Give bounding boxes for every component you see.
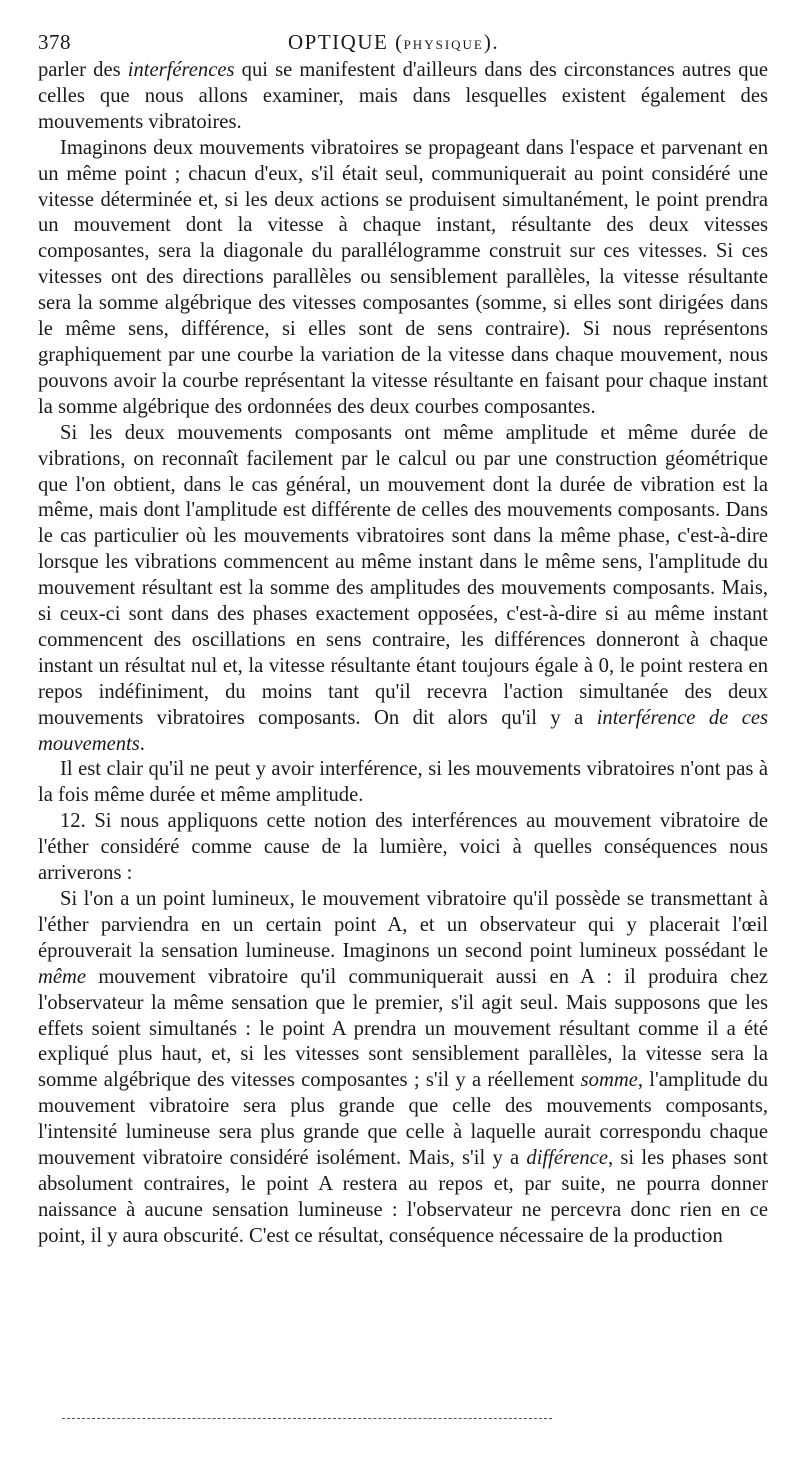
text-run: Si les deux mouvements composants ont même amplitude et même durée de vibrations, on reconnaît facilement par le calcul ou par une construction géométrique que l'on obtient, dans le cas général, un mouvement dont la durée de vibration est la même, mais dont l'amplitude est différente de celles des mouvements composants. Dans le cas particulier où les mouvements vibratoires sont dans la même phase, c'est-à-dire lorsque les vibrations commencent au même instant dans le même sens, l'amplitude du mouvement résultant est la somme des amplitudes des mouvements composants. Mais, si ceux-ci sont dans des phases exactement opposées, c'est-à-dire si au même instant commencent des oscillations en sens contraire, les différences donneront à chaque instant un résultat nul et, la vitesse résultante étant toujours égale à 0, le point restera en repos indéfiniment, du moins tant qu'il recevra l'action simultanée des deux mouvements vibratoires composants. On dit alors qu'il y a [38, 421, 768, 729]
paragraph-1 [38, 58, 768, 136]
paragraph-6 [38, 887, 768, 1250]
italic-term: même [38, 965, 87, 988]
text-run: Si l'on a un point lumineux, le mouvement vibratoire qu'il possède se transmettant à l'éther parviendra en un certain point A, et un observateur qui y placerait l'œil éprouverait la sensation lumineuse. Imaginons un second point lumineux possédant le [38, 888, 768, 962]
page-header [38, 22, 768, 56]
italic-term: différence [526, 1147, 608, 1170]
text-run: parler des [38, 59, 128, 81]
running-head-main: OPTIQUE ( [288, 30, 404, 54]
body-text [38, 58, 768, 1250]
page-number: 378 [38, 30, 71, 54]
book-page [38, 22, 768, 1250]
running-head-end: ). [483, 30, 500, 54]
footer-dashed-rule [62, 1418, 552, 1419]
paragraph-5: 12. Si nous appliquons cette notion des interférences au mouvement vibratoire de l'éther considéré comme cause de la lumière, voici à quelles conséquences nous arriverons : [38, 810, 768, 885]
text-run: mouvement vibratoire qu'il communiquerait aussi en A : il produira chez l'observateur la même sensation que le premier, s'il agit seul. Mais supposons que les effets soient simultanés : le point A prendra un mouvement résultant comme il a été expliqué plus haut, et, si les vitesses sont sensiblement parallèles, la vitesse sera la somme algébrique des vitesses composantes ; s'il y a réellement [38, 965, 768, 1092]
italic-term: interférence de ces mouvements [38, 706, 769, 755]
running-head-sub: PHYSIQUE [403, 37, 484, 52]
paragraph-3 [38, 421, 768, 758]
paragraph-2: Imaginons deux mouvements vibratoires se propageant dans l'espace et parvenant en un même point ; chacun d'eux, s'il était seul, communiquerait au point considéré une vitesse déterminée et, si les deux actions se produisent simultanément, le point prendra un mouvement dont la vitesse à chaque instant, résultante des deux vitesses composantes, sera la diagonale du parallélogramme construit sur ces vitesses. Si ces vitesses ont des directions parallèles ou sensiblement parallèles, la vitesse résultante sera la somme algébrique des vitesses composantes (somme, si elles sont dirigées dans le même sens, différence, si elles sont de sens contraire). Si nous représentons graphiquement par une courbe la variation de la vitesse dans chaque mouvement, nous pouvons avoir la courbe représentant la vitesse résultante en faisant pour chaque instant la somme algébrique des ordonnées des deux courbes composantes. [38, 136, 768, 418]
text-run: . [139, 732, 145, 755]
text-run: , si les phases sont absolument contraires, le point A restera au repos et, par suite, ne pourra donner naissance à aucune sensation lumineuse : l'observateur ne percevra donc rien en ce point, il y aura obscurité. C'est ce résultat, conséquence nécessaire de la production [38, 1147, 768, 1247]
paragraph-4: Il est clair qu'il ne peut y avoir interférence, si les mouvements vibratoires n'ont pas à la fois même durée et même amplitude. [38, 758, 768, 807]
text-run: , l'amplitude du mouvement vibratoire sera plus grande que celle des mouvements composants, l'intensité lumineuse sera plus grande que celle à laquelle aurait correspondu chaque mouvement vibratoire considéré isolément. Mais, s'il y a [38, 1069, 768, 1170]
text-run: qui se manifestent d'ailleurs dans des circonstances autres que celles que nous allons examiner, mais dans lesquelles existent également des mouvements vibratoires. [38, 59, 769, 133]
italic-term: somme [580, 1069, 638, 1092]
running-head [288, 30, 499, 55]
italic-term: interférences [127, 59, 235, 81]
